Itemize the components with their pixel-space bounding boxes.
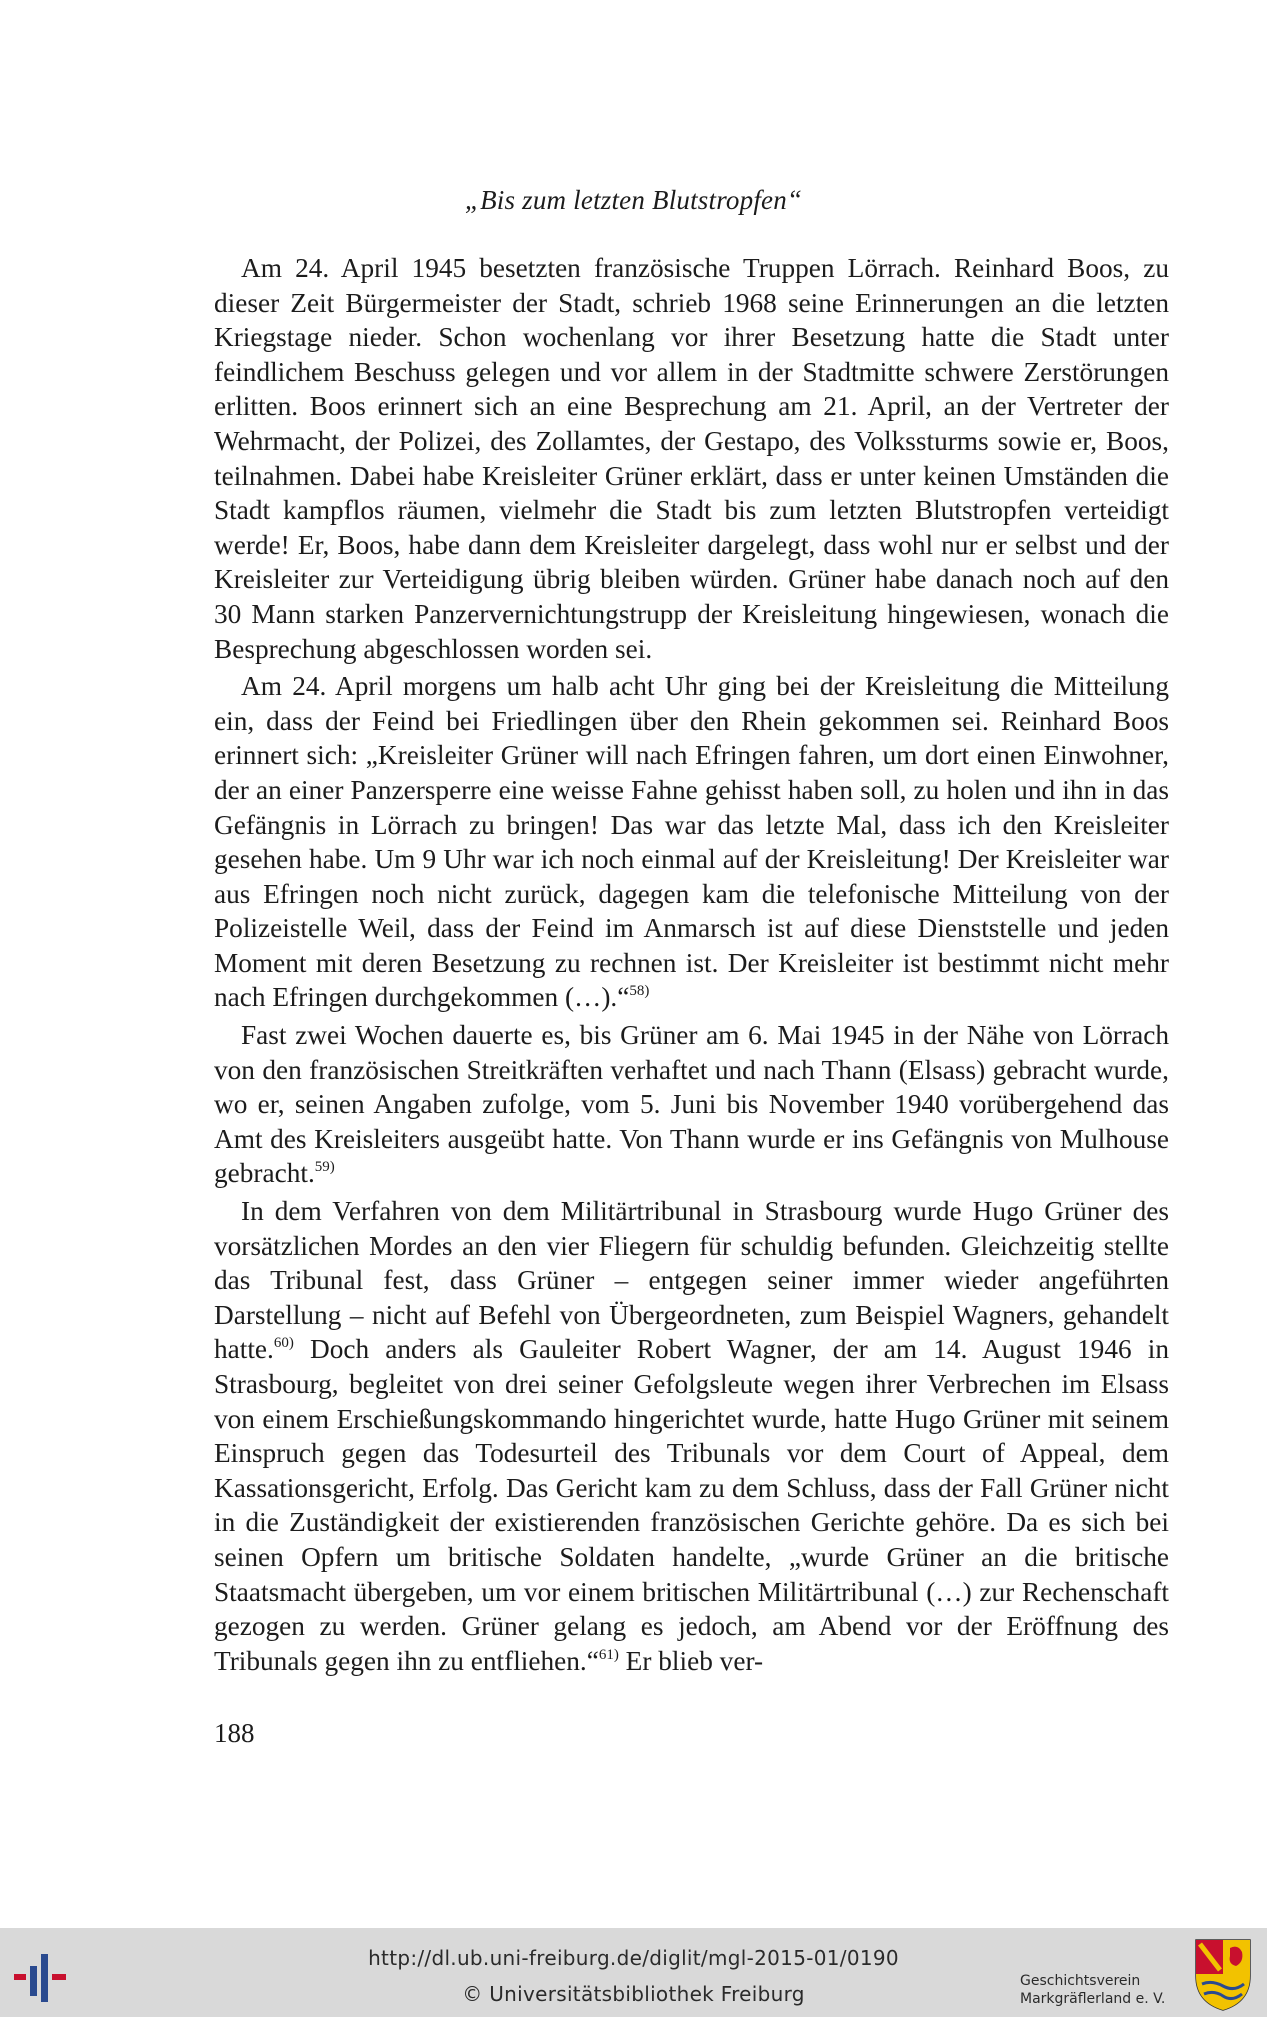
paragraph-4 — [214, 1194, 1169, 1678]
paragraph-4-text-a: In dem Verfahren von dem Militärtribunal in Strasbourg wurde Hugo Grüner des vorsätzlichen Mordes an den vier Fliegern für schuldig befunden. Gleichzeitig stellte das Tribunal fest, dass Grüner – entgegen seiner immer wieder angeführten Darstellung – nicht auf Befehl von Übergeordneten, zum Beispiel Wagners, gehandelt hatte. — [214, 1196, 1169, 1365]
footer-org-line-2: Markgräflerland e. V. — [1020, 1991, 1166, 2007]
paragraph-3-text: Fast zwei Wochen dauerte es, bis Grüner am 6. Mai 1945 in der Nähe von Lörrach von den französischen Streitkräften verhaftet und nach Thann (Elsass) gebracht wurde, wo er, seinen Angaben zufolge, vom 5. Juni bis November 1940 vorübergehend das Amt des Kreisleiters ausgeübt hatte. Von Thann wurde er ins Gefängnis von Mulhouse gebracht. — [214, 1020, 1169, 1189]
footnote-ref-60[interactable]: 60) — [273, 1335, 294, 1352]
footer-org-name — [1020, 1972, 1180, 2008]
page-number: 188 — [214, 1718, 255, 1748]
footnote-ref-61[interactable]: 61) — [598, 1646, 619, 1663]
coat-of-arms-icon[interactable] — [1192, 1936, 1254, 2014]
footer-bar — [0, 1928, 1267, 2017]
footer-copyright: © Universitätsbibliothek Freiburg — [462, 1982, 805, 2006]
paragraph-3 — [214, 1018, 1169, 1191]
paragraph-4-text-b: Doch anders als Gauleiter Robert Wagner, der am 14. August 1946 in Strasbourg, begleitet von drei seiner Gefolgsleute wegen ihrer Verbrechen im Elsass von einem Erschießungskommando hingerichtet wurde, hatte Hugo Grüner mit seinem Einspruch gegen das Todesurteil des Tribunals vor dem Court of Appeal, dem Kassationsgericht, Erfolg. Das Gericht kam zu dem Schluss, dass der Fall Grüner nicht in die Zuständigkeit der existierenden französischen Gerichte gehöre. Da es sich bei seinen Opfern um britische Soldaten handelte, „wurde Grüner an die britische Staatsmacht übergeben, um vor einem britischen Militärtribunal (…) zur Rechenschaft gezogen zu werden. Grüner gelang es jedoch, am Abend vor der Eröffnung des Tribunals gegen ihn zu entfliehen.“ — [214, 1334, 1169, 1676]
running-head: „Bis zum letzten Blutstropfen“ — [464, 185, 803, 215]
body-text — [214, 251, 1169, 1678]
paragraph-1 — [214, 251, 1169, 666]
footer-org-line-1: Geschichtsverein — [1020, 1973, 1141, 1989]
footer-url-link[interactable]: http://dl.ub.uni-freiburg.de/diglit/mgl-2015-01/0190 — [368, 1946, 899, 1970]
paragraph-2 — [214, 669, 1169, 1015]
footnote-ref-59[interactable]: 59) — [314, 1159, 335, 1176]
footnote-ref-58[interactable]: 58) — [629, 983, 650, 1000]
paragraph-2-text: Am 24. April morgens um halb acht Uhr ging bei der Kreisleitung die Mitteilung ein, dass der Feind bei Friedlingen über den Rhein gekommen sei. Reinhard Boos erinnert sich: „Kreisleiter Grüner will nach Efringen fahren, um dort einen Einwohner, der an einer Panzersperre eine weisse Fahne gehisst haben soll, zu holen und ihn in das Gefängnis in Lörrach zu bringen! Das war das letzte Mal, dass ich den Kreisleiter gesehen habe. Um 9 Uhr war ich noch einmal auf der Kreisleitung! Der Kreisleiter war aus Efringen noch nicht zurück, dagegen kam die telefonische Mitteilung von der Polizeistelle Weil, dass der Feind im Anmarsch ist auf diese Dienststelle und jeden Moment mit deren Besetzung zu rechnen ist. Der Kreisleiter ist bestimmt nicht mehr nach Efringen durchgekommen (…).“ — [214, 671, 1169, 1013]
paragraph-1-text: Am 24. April 1945 besetzten französische Truppen Lörrach. Reinhard Boos, zu dieser Zeit Bürgermeister der Stadt, schrieb 1968 seine Erinnerungen an die letzten Kriegstage nieder. Schon wochenlang vor ihrer Besetzung hatte die Stadt unter feindlichem Beschuss gelegen und vor allem in der Stadtmitte schwere Zerstörungen erlitten. Boos erinnert sich an eine Besprechung am 21. April, an der Vertreter der Wehrmacht, der Polizei, des Zollamtes, der Gestapo, des Volkssturms sowie er, Boos, teilnahmen. Dabei habe Kreisleiter Grüner erklärt, dass er unter keinen Umständen die Stadt kampflos räumen, vielmehr die Stadt bis zum letzten Blutstropfen verteidigt werde! Er, Boos, habe dann dem Kreisleiter dargelegt, dass wohl nur er selbst und der Kreisleiter zur Verteidigung übrig bleiben würden. Grüner habe danach noch auf den 30 Mann starken Panzervernichtungstrupp der Kreisleitung hingewiesen, wonach die Besprechung abgeschlossen worden sei. — [214, 253, 1169, 664]
paragraph-4-text-c: Er blieb ver- — [618, 1645, 764, 1676]
